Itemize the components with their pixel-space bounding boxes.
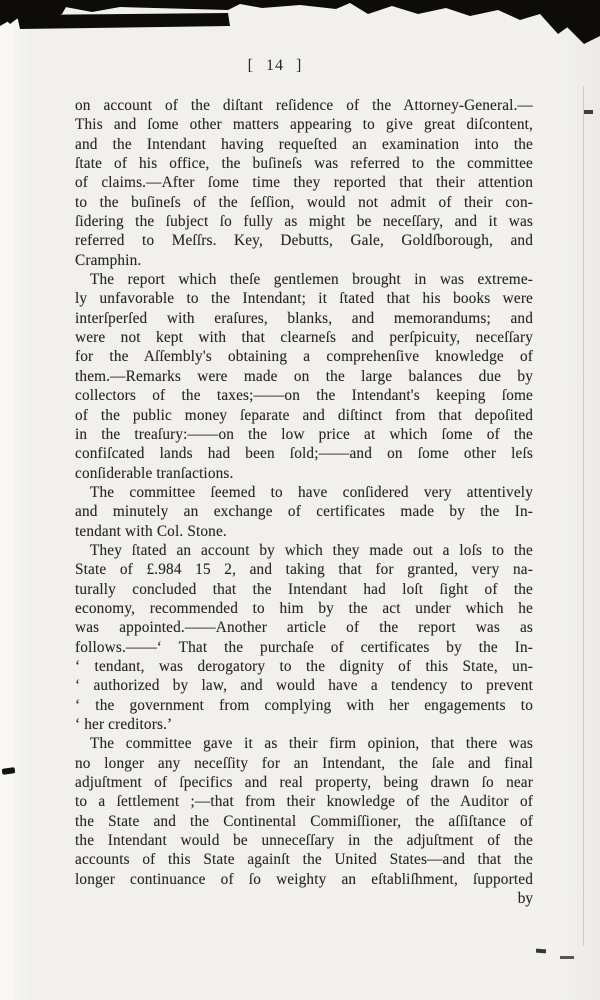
text-line: confiſcated lands had been ſold;——and on ſome other leſs [75,445,533,463]
text-line: This and ſome other matters appearing to give great diſcontent, [75,116,533,134]
text-line: They ſtated an account by which they made out a loſs to the [90,541,533,559]
text-line: ſidering the ſubject ſo fully as might be neceſſary, and it was [75,213,533,231]
text-line: was appointed.——Another article of the report was as [75,619,533,637]
text-line: to the buſineſs of the ſeſſion, would not admit of their con- [75,193,533,211]
catchword: by [517,890,533,907]
text-line: and the Intendant having requeſted an examination into the [75,135,533,153]
text-line: collectors of the taxes;——on the Intendant's keeping ſome [75,387,533,405]
text-line: on account of the diſtant reſidence of the Attorney-General.— [75,97,533,114]
text-line: interſperſed with eraſures, blanks, and memorandums; and [75,309,533,327]
text-line: to a ſettlement ;—that from their knowledge of the Auditor of [75,793,533,811]
text-line: The committee ſeemed to have conſidered very attentively [90,483,533,501]
text-line: ſtate of his office, the buſineſs was referred to the committee [75,155,533,173]
text-line: The committee gave it as their firm opinion, that there was [90,735,533,753]
text-line: The report which theſe gentlemen brought in was extreme- [90,271,533,289]
text-line: economy, recommended to him by the act under which he [75,599,533,617]
scan-ink-mark-bottom [536,949,546,954]
text-line: ‘ authorized by law, and would have a tendency to prevent [75,677,533,695]
text-line: of the public money ſeparate and diſtinct from that depoſited [75,406,533,424]
text-line: tendant with Col. Stone. [75,522,227,540]
scan-ink-mark-bottom-2 [560,956,574,959]
text-line: follows.——‘ That the purchaſe of certificates by the In- [75,638,533,656]
scan-torn-edge [0,0,600,52]
text-line: ‘ her creditors.’ [75,716,173,733]
text-line: ‘ tendant, was derogatory to the dignity of this State, un- [75,657,533,675]
text-line: of claims.—After ſome time they reported that their attention [75,174,533,192]
text-line: were not kept with that clearneſs and perſpicuity, neceſſary [75,329,533,347]
text-line: State of £.984 15 2, and taking that for granted, very na- [75,561,533,579]
page-number: [ 14 ] [247,57,303,74]
scan-left-edge [0,0,13,1000]
text-line: turally concluded that the Intendant had loſt ſight of the [75,580,533,598]
text-line: them.—Remarks were made on the large balances due by [75,367,533,385]
text-line: referred to Meſſrs. Key, Debutts, Gale, Goldſborough, and [75,232,533,250]
text-line: the Intendant would be unneceſſary in the adjuſtment of the [75,832,533,850]
text-line: conſiderable tranſactions. [75,464,234,482]
text-line: Cramphin. [75,251,142,269]
page-edge-shadow [583,86,584,946]
text-line: the State and the Continental Commiſſioner, the aſſiſtance of [75,812,533,830]
text-line: for the Aſſembly's obtaining a comprehenſive knowledge of [75,348,533,366]
text-line: in the treaſury:——on the low price at which ſome of the [75,425,533,443]
scan-ink-mark-right-edge [584,110,593,114]
text-line: no longer any neceſſity for an Intendant, the ſale and final [75,754,533,772]
page-body [75,96,533,889]
text-line: ‘ the government from complying with her engagements to [75,696,533,714]
text-line: and minutely an exchange of certificates made by the In- [75,503,533,521]
text-line: ly unfavorable to the Intendant; it ſtated that his books were [75,290,533,308]
text-line: adjuſtment of ſpecifics and real property, being drawn ſo near [75,774,533,792]
text-line: longer continuance of ſo weighty an eſtabliſhment, ſupported [75,870,533,888]
text-line: accounts of this State againſt the United States—and that the [75,851,533,869]
scan-ink-mark-left-margin [2,767,16,775]
